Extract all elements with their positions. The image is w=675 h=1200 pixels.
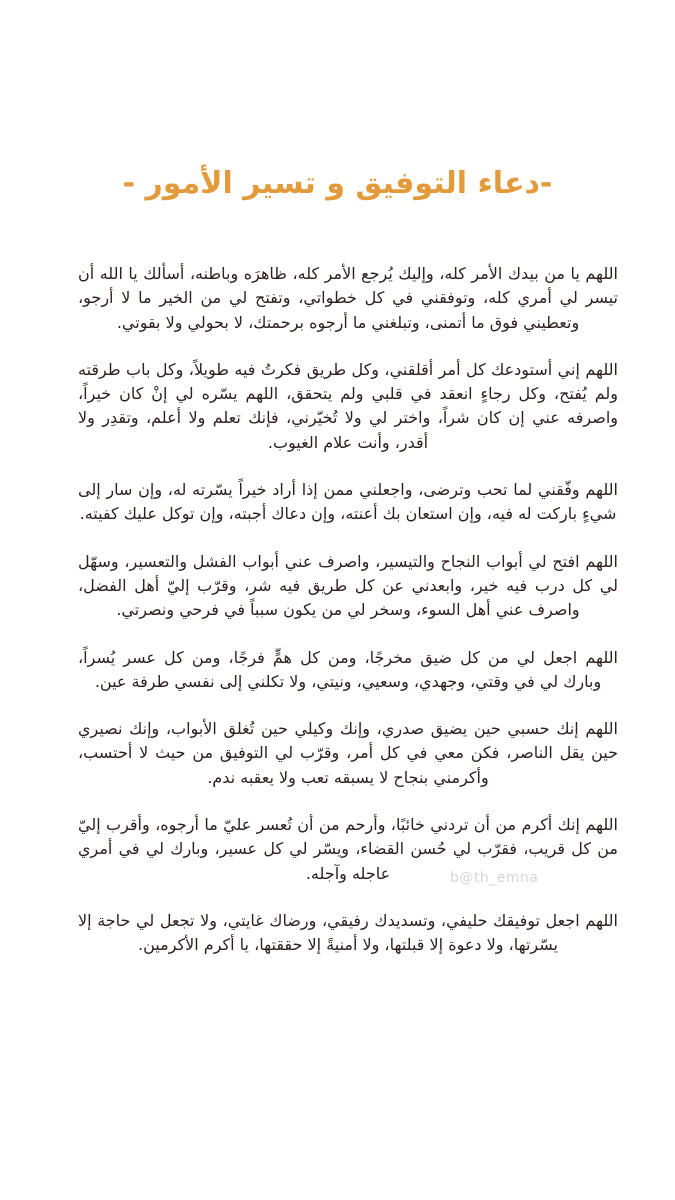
dua-paragraph-6: اللهم إنك حسبي حين يضيق صدري، وإنك وكيلي حين تُغلق الأبواب، وإنك نصيري حين يقل الناصر، فكن معي في كل أمر، وقرّب لي التوفيق من حيث لا أحتسب، وأكرمني بنجاح لا يسبقه تعب ولا يعقبه ندم.: [78, 719, 618, 787]
page-title: -دعاء التوفيق و تسير الأمور -: [122, 166, 553, 201]
dua-paragraph-8: اللهم اجعل توفيقك حليفي، وتسديدك رفيقي، ورضاك غايتي، ولا تجعل لي حاجة إلا يسّرتها، ولا دعوة إلا قبلتها، ولا أمنيةً إلا حققتها، يا أكرم الأكرمين.: [78, 910, 618, 955]
dua-paragraph-7: اللهم إنك أكرم من أن تردني خائبًا، وأرحم من أن تُعسر عليّ ما أرجوه، وأقرب إليّ من كل قريب، فقرّب لي حُسن القضاء، ويسّر لي كل عسير، وبارك لي في أمري عاجله وآجله.: [78, 815, 618, 883]
dua-paragraph-4: اللهم افتح لي أبواب النجاح والتيسير، واصرف عني أبواب الفشل والتعسير، وسهّل لي كل درب فيه خير، وابعدني عن كل طريق فيه شر، وقرّب إليّ أهل الفضل، واصرف عني أهل السوء، وسخر لي من يكون سبباً في فرحي ونصرتي.: [78, 551, 618, 620]
watermark: b@th_emna: [450, 870, 539, 886]
dua-paragraph-3: اللهم وفّقني لما تحب وترضى، واجعلني ممن إذا أراد خيراً يسّرته له، وإن سار إلى شيءٍ باركت له فيه، وإن استعان بك أعنته، وإن دعاك أجبته، وإن توكل عليك كفيته.: [78, 480, 618, 524]
dua-paragraph-2: اللهم إني أستودعك كل أمر أقلقني، وكل طريق فكرتُ فيه طويلاً، وكل باب طرقته ولم يُفتح، وكل رجاءٍ انعقد في قلبي ولم يتحقق، اللهم يسّره لي إنْ كان خيراً، واصرفه عني إن كان شراً، واختر لي ولا تُخيّرني، فإنك تعلم ولا أعلم، وتقدِر ولا أقدر، وأنت علام الغيوب.: [78, 359, 618, 452]
dua-paragraph-1: اللهم يا من بيدك الأمر كله، وإليك يُرجع الأمر كله، ظاهرَه وباطنه، أسألك يا الله أن تيسر لي أمري كله، وتوفقني في كل خطواتي، وتفتح لي من الخير ما لا أرجو، وتعطيني فوق ما أتمنى، وتبلغني ما أرجوه برحمتك، لا بحولي ولا بقوتي.: [78, 264, 618, 332]
dua-paragraph-5: اللهم اجعل لي من كل ضيق مخرجًا، ومن كل همٍّ فرجًا، ومن كل عسر يُسراً، وبارك لي في وقتي، وجهدي، وسعيي، ونيتي، ولا تكلني إلى نفسي طرفة عين.: [78, 647, 618, 691]
